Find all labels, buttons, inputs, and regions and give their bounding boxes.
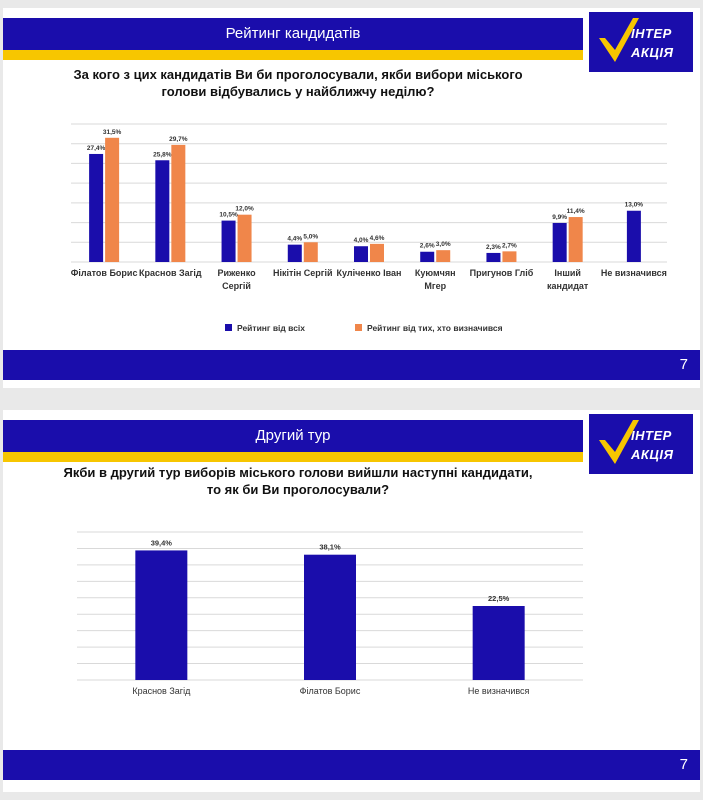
- bar-decided-respondents: [105, 138, 119, 262]
- category-label: Філатов Борис: [299, 686, 361, 696]
- page-number: 7: [679, 356, 688, 373]
- data-label: 2,3%: [486, 243, 501, 251]
- bar-decided-respondents: [238, 215, 252, 262]
- bar-decided-respondents: [370, 244, 384, 262]
- rating-bar-chart: [3, 114, 700, 344]
- bar-all-respondents: [288, 245, 302, 262]
- checkmark-icon: [589, 414, 693, 474]
- bar-decided-respondents: [436, 250, 450, 262]
- bar-all-respondents: [627, 211, 641, 262]
- legend-swatch-blue: [225, 324, 232, 331]
- data-label: 4,0%: [353, 237, 369, 245]
- category-label: Сергій: [222, 281, 251, 291]
- header-accent-stripe: [3, 452, 583, 462]
- data-label: 29,7%: [169, 135, 188, 143]
- category-label: Куюмчян: [414, 268, 456, 278]
- category-label: Риженко: [217, 268, 256, 278]
- slide-title: Другий тур: [255, 427, 331, 444]
- category-label: Нікітін Сергій: [272, 268, 333, 278]
- data-label: 22,5%: [488, 594, 510, 603]
- bar-all-respondents: [354, 246, 368, 262]
- category-label: Краснов Загід: [139, 268, 202, 278]
- logo-line-2: АКЦІЯ: [631, 45, 674, 60]
- bar-all-respondents: [420, 252, 434, 262]
- logo-line-1: ІНТЕР: [631, 26, 672, 41]
- second-round-bar-chart: [3, 520, 700, 730]
- data-label: 10,5%: [219, 211, 238, 219]
- footer-bar: [3, 350, 700, 380]
- data-label: 9,9%: [552, 213, 568, 221]
- category-label: Краснов Загід: [132, 686, 191, 696]
- bar-all-respondents: [486, 253, 500, 262]
- header-accent-stripe: [3, 50, 583, 60]
- survey-question: За кого з цих кандидатів Ви би проголосували, якби вибори міського голови відбувались у найближчу неділю?: [73, 67, 523, 99]
- data-label: 13,0%: [624, 201, 644, 209]
- checkmark-icon: [589, 12, 693, 72]
- bar-all-respondents: [155, 160, 169, 262]
- legend-label: Рейтинг від всіх: [237, 323, 306, 333]
- bar-all-respondents: [553, 223, 567, 262]
- category-label: Пригунов Гліб: [469, 268, 534, 278]
- bar-decided-respondents: [304, 242, 318, 262]
- logo-line-2: АКЦІЯ: [631, 447, 674, 462]
- data-label: 38,1%: [319, 542, 341, 552]
- data-label: 3,0%: [435, 241, 451, 249]
- bar-second-round: [473, 606, 525, 680]
- data-label: 5,0%: [303, 233, 319, 241]
- bar-all-respondents: [89, 154, 103, 262]
- bar-decided-respondents: [171, 145, 185, 262]
- data-label: 4,4%: [287, 235, 303, 243]
- slide-rating: [3, 8, 700, 388]
- data-label: 2,7%: [502, 242, 517, 250]
- data-label: 31,5%: [102, 128, 122, 136]
- bar-all-respondents: [222, 221, 236, 262]
- data-label: 27,4%: [86, 144, 106, 152]
- logo-line-1: ІНТЕР: [631, 428, 672, 443]
- category-label: Не визначився: [467, 686, 530, 696]
- data-label: 4,6%: [369, 234, 385, 242]
- survey-question: Якби в другий тур виборів міського голови вийшли наступні кандидати, то як би Ви проголосували?: [63, 465, 533, 497]
- data-label: 11,4%: [566, 208, 585, 216]
- interakcia-logo: [589, 12, 693, 72]
- legend-swatch-orange: [355, 324, 362, 331]
- category-label: Куліченко Іван: [336, 268, 402, 278]
- data-label: 39,4%: [150, 538, 172, 548]
- interakcia-logo: [589, 414, 693, 474]
- category-label: Не визначився: [600, 268, 667, 278]
- category-label: кандидат: [547, 281, 589, 291]
- bar-second-round: [135, 550, 187, 680]
- legend-label: Рейтинг від тих, хто визначився: [367, 323, 503, 333]
- slide-second-round: [3, 410, 700, 792]
- bar-decided-respondents: [502, 251, 516, 262]
- data-label: 25,8%: [153, 151, 172, 159]
- footer-bar: [3, 750, 700, 780]
- page-number: 7: [679, 756, 688, 773]
- bar-decided-respondents: [569, 217, 583, 262]
- slide-title: Рейтинг кандидатів: [225, 25, 361, 42]
- data-label: 12,0%: [235, 205, 254, 213]
- category-label: Філатов Борис: [70, 268, 138, 278]
- data-label: 2,6%: [419, 242, 435, 250]
- category-label: Інший: [554, 268, 581, 278]
- category-label: Мгер: [424, 281, 447, 291]
- bar-second-round: [304, 555, 356, 680]
